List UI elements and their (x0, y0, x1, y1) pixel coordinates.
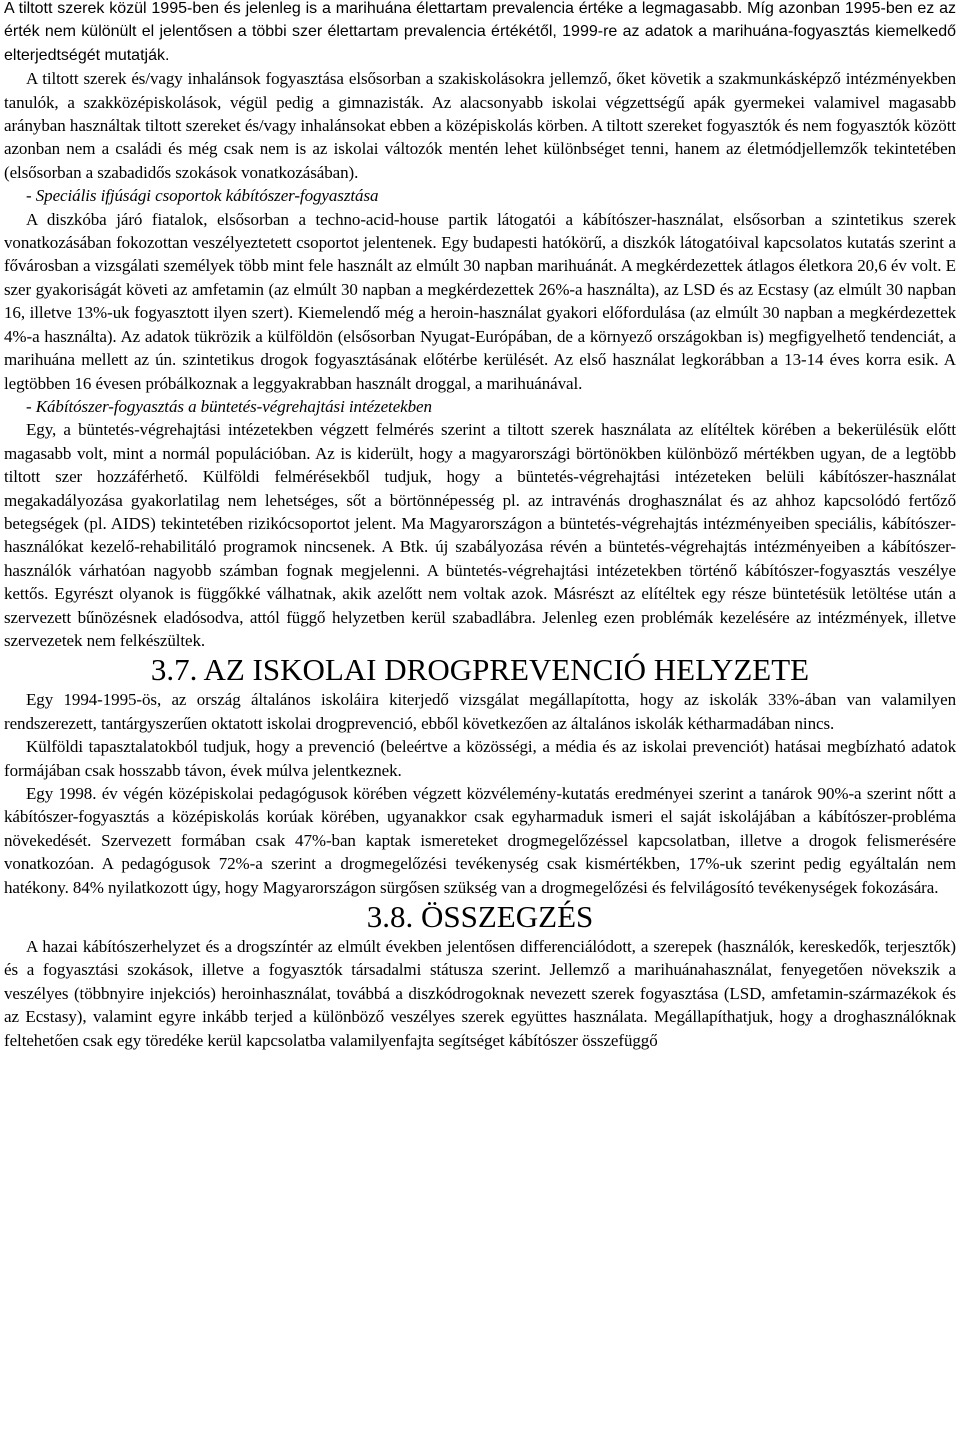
subheading-prisons: - Kábítószer-fogyasztás a büntetés-végrehajtási intézetekben (26, 396, 432, 416)
paragraph-3-7-a: Egy 1994-1995-ös, az ország általános iskoláira kiterjedő vizsgálat megállapította, hogy az iskolák 33%-ában van valamilyen rendszerezett, tantárgyszerűen oktatott iskolai drogprevenció, ebből következően az általános iskolák kétharmadában nincs. (4, 690, 956, 733)
intro-paragraph: A tiltott szerek közül 1995-ben és jelenleg is a marihuána élettartam prevalencia értéke a legmagasabb. Míg azonban 1995-ben ez az érték nem különült el jelentősen a többi szer élettartam prevalencia értékétől, 1999-re az adatok a marihuána-fogyasztás kiemelkedő elterjedtségét mutatják. (4, 0, 956, 64)
subheading-youth-groups: - Speciális ifjúsági csoportok kábítószer-fogyasztása (26, 186, 379, 206)
paragraph-3-7-b: Külföldi tapasztalatokból tudjuk, hogy a prevenció (beleértve a közösségi, a média és az iskolai prevenciót) hatásai megbízható adatok formájában csak hosszabb távon, évek múlva jelentkeznek. (4, 737, 956, 780)
paragraph-youth-groups: A diszkóba járó fiatalok, elsősorban a techno-acid-house partik látogatói a kábítószer-használat, elsősorban a szintetikus szerek vonatkozásában fokozottan veszélyeztetett csoportot jelentenek. Egy budapesti hatókörű, a diszkók látogatóival kapcsolatos kutatás szerint a fővárosban a vizsgálati személyek több mint fele használt az elmúlt 30 napban marihuánát. A megkérdezettek átlagos életkora 20,6 év volt. E szer gyakoriságát követi az amfetamin (az elmúlt 30 napban a megkérdezettek 26%-a használta), az LSD és az Ecstasy (az elmúlt 30 napban 16, illetve 13%-uk fogyasztott ilyen szert). Kiemelendő még a heroin-használat gyakori előfordulása (az elmúlt 30 napban a megkérdezettek 4%-a használta). Az adatok tükrözik a külföldön (elsősorban Nyugat-Európában, de a környező országokban is) megfigyelhető tendenciát, a marihuána mellett az ún. szintetikus drogok fogyasztásának előtérbe kerülését. Az első használat legkorábban a 13-14 éves korra esik. A legtöbben 16 évesen próbálkoznak a leggyakrabban használt droggal, a marihuánával. (4, 209, 956, 393)
paragraph-prisons: Egy, a büntetés-végrehajtási intézetekben végzett felmérés szerint a tiltott szerek használata az elítéltek körében a bekerülésük előtt magasabb volt, mint a normál populációban. Az is kiderült, hogy a magyarországi börtönökben különböző mértékben ugyan, de a legtöbb tiltott szer hozzáférhető. Külföldi felmérésekből tudjuk, hogy a büntetés-végrehajtási intézeteken belüli kábítószer-használat megakadályozása gyakorlatilag nem lehetséges, sőt a börtönnépesség pl. az intravénás droghasználat és az ahhoz kapcsolódó fertőző betegségek (pl. AIDS) tekintetében rizikócsoportot jelent. Ma Magyarországon a büntetés-végrehajtás intézményeiben speciális, kábítószer-használókat kezelő-rehabilitáló programok nincsenek. A Btk. új szabályozása révén a büntetés-végrehajtás intézményeiben a kábítószer-használók várhatóan nagyobb számban fognak megjelenni. A büntetés-végrehajtási intézetekben történő kábítószer-fogyasztás veszélye kettős. Egyrészt olyanok is függőkké válhatnak, akik azelőtt nem voltak azok. Másrészt az elítéltek egy része büntetésük letöltése után a szervezett bűnözésnek eladósodva, attól függő helyzetben kerül szabadlábra. Jelenleg ezen problémák kezelésére az intézmények, illetve szervezetek nem felkészültek. (4, 420, 956, 650)
document-page (4, 0, 956, 1052)
section-3-8-title: 3.8. ÖSSZEGZÉS (366, 899, 594, 935)
section-3-7-title: 3.7. AZ ISKOLAI DROGPREVENCIÓ HELYZETE (150, 652, 810, 688)
paragraph-school-types: A tiltott szerek és/vagy inhalánsok fogyasztása elsősorban a szakiskolásokra jellemző, őket követik a szakmunkásképző intézményekben tanulók, a szakközépiskolások, végül pedig a gimnazisták. Az alacsonyabb iskolai végzettségű apák gyermekei valamivel magasabb arányban használtak tiltott szereket és/vagy inhalánsokat ebben a középiskolás körben. A tiltott szereket fogyasztók és nem fogyasztók között azonban nem a családi és még csak nem is az iskolai változók mentén lehet különbséget tenni, hanem az életmódjellemzők tekintetében (elsősorban a szabadidős szokások vonatkozásában). (4, 69, 956, 182)
paragraph-3-7-c: Egy 1998. év végén középiskolai pedagógusok körében végzett közvélemény-kutatás eredményei szerint a tanárok 90%-a szerint nőtt a kábítószer-fogyasztás a középiskolás korúak körében, ugyanakkor csak egyharmaduk ismeri el saját iskolájában a kábítószer-probléma növekedését. Szervezett formában csak 47%-ban kaptak ismereteket drogmegelőzéssel kapcsolatban, illetve a drogok felismerésére vonatkozóan. A pedagógusok 72%-a szerint a drogmegelőzési tevékenység csak kismértékben, 17%-uk szerint pedig egyáltalán nem hatékony. 84% nyilatkozott úgy, hogy Magyarországon sürgősen szükség van a drogmegelőzési és felvilágosító tevékenységek fokozására. (4, 784, 956, 897)
paragraph-3-8-a: A hazai kábítószerhelyzet és a drogszíntér az elmúlt években jelentősen differenciálódott, a szerepek (használók, kereskedők, terjesztők) és a fogyasztási szokások, illetve a fogyasztók társadalmi státusza szerint. Jellemző a marihuánahasználat, fenyegetően növekszik a veszélyes (többnyire injekciós) heroinhasználat, továbbá a diszkódrogoknak nevezett szerek fogyasztása (LSD, amfetamin-származékok és az Ecstasy), valamint egyre inkább terjed a különböző veszélyes szerek együttes használata. Megállapíthatjuk, hogy a droghasználóknak feltehetően csak egy töredéke kerül kapcsolatba valamilyenfajta segítséget kábítószer összefüggő (4, 937, 956, 1050)
